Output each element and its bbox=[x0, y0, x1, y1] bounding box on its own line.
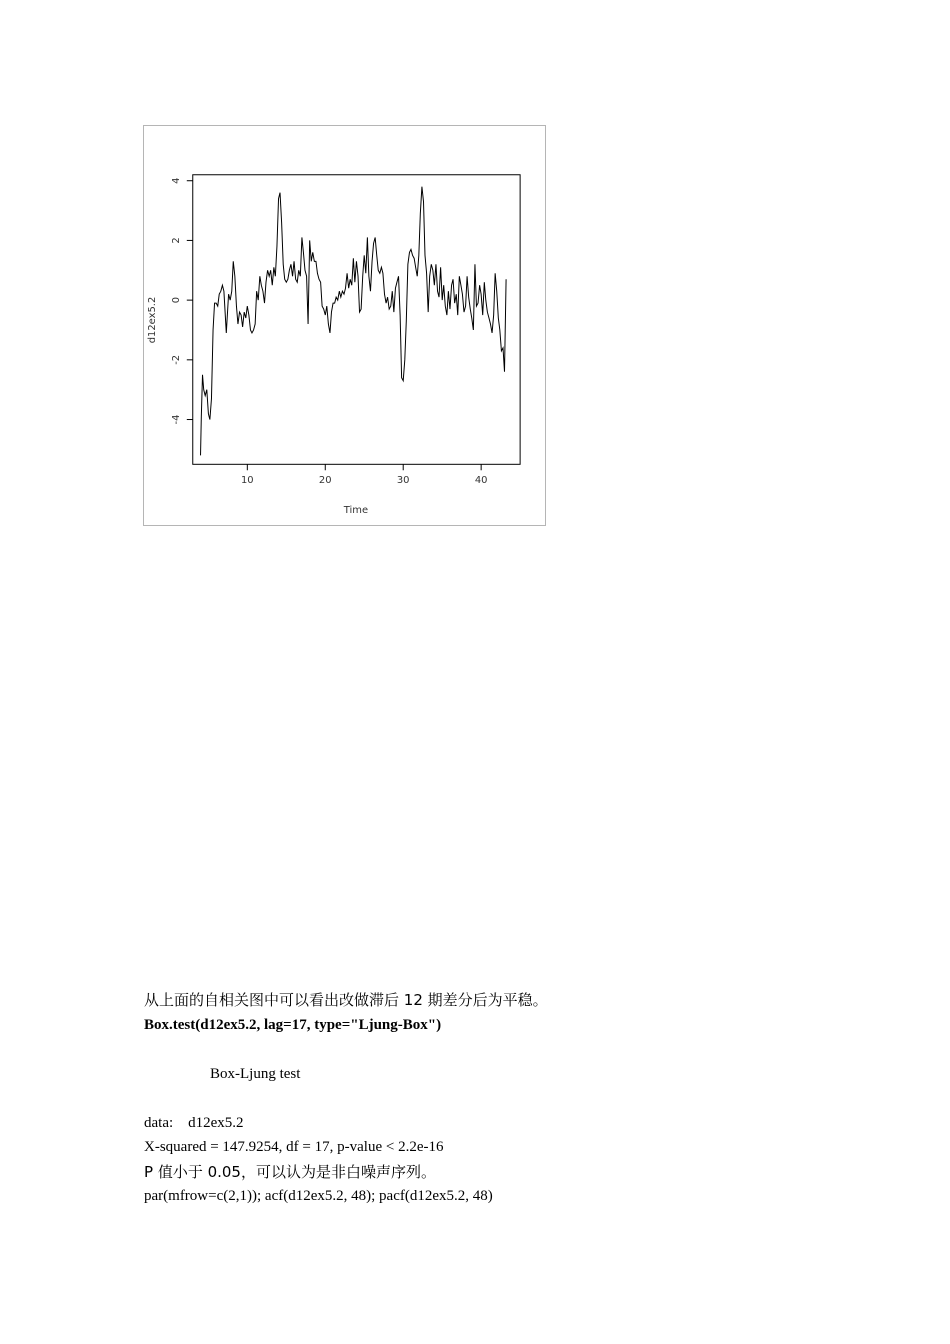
y-tick-label: -2 bbox=[170, 354, 182, 365]
x-axis bbox=[241, 464, 487, 486]
document-text bbox=[144, 988, 844, 1209]
spacer bbox=[144, 1037, 844, 1062]
y-tick-label: -4 bbox=[170, 414, 182, 425]
time-series-figure bbox=[143, 125, 546, 526]
y-axis-label: d12ex5.2 bbox=[146, 296, 158, 344]
x-axis-label: Time bbox=[343, 505, 369, 517]
spacer bbox=[144, 1086, 844, 1111]
interpretation-paragraph: P 值小于 0.05，可以认为是非白噪声序列。 bbox=[144, 1162, 436, 1181]
conclusion-paragraph: 从上面的自相关图中可以看出改做滞后 12 期差分后为平稳。 bbox=[144, 991, 548, 1009]
code-acf-pacf: par(mfrow=c(2,1)); acf(d12ex5.2, 48); pacf(d12ex5.2, 48) bbox=[144, 1188, 493, 1204]
test-data-line: data: d12ex5.2 bbox=[144, 1114, 244, 1131]
series-line bbox=[201, 187, 507, 456]
y-tick-label: 4 bbox=[170, 177, 182, 184]
x-tick-label: 20 bbox=[318, 475, 332, 487]
test-result-line: X-squared = 147.9254, df = 17, p-value < 2.2e-16 bbox=[144, 1139, 444, 1155]
x-tick-label: 10 bbox=[240, 475, 254, 487]
y-tick-label: 0 bbox=[170, 296, 182, 304]
y-axis bbox=[171, 178, 193, 425]
y-tick-label: 2 bbox=[170, 237, 182, 244]
test-title: Box-Ljung test bbox=[210, 1065, 301, 1082]
code-box-test: Box.test(d12ex5.2, lag=17, type="Ljung-Box") bbox=[144, 1016, 442, 1033]
x-tick-label: 40 bbox=[474, 475, 488, 487]
time-series-chart bbox=[144, 126, 545, 525]
x-tick-label: 30 bbox=[396, 475, 410, 487]
